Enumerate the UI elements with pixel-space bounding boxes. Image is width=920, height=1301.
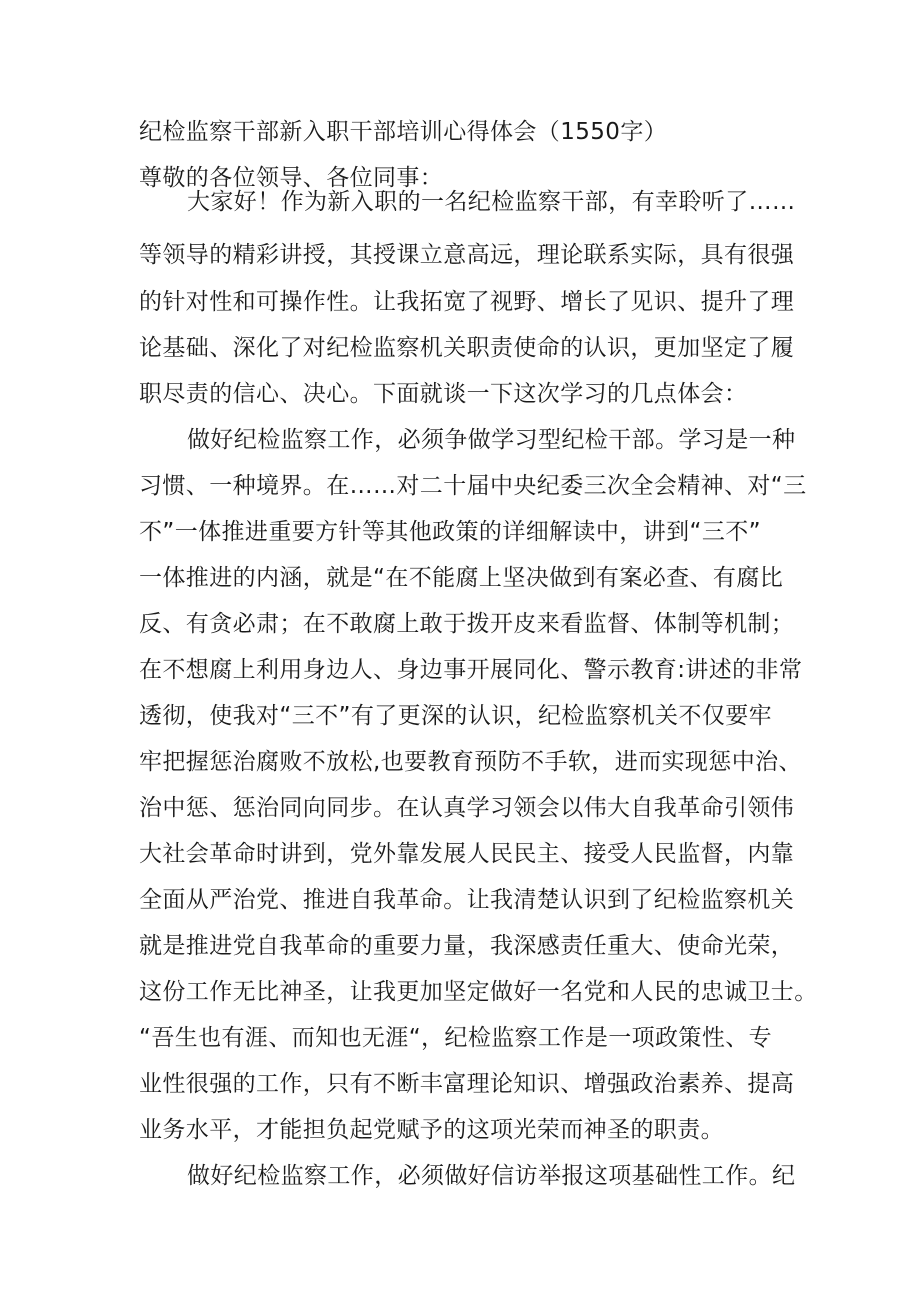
paragraph-line: 业务水平，才能担负起党赋予的这项光荣而神圣的职责。	[139, 1117, 724, 1143]
paragraph-line: 习惯、一种境界。在……对二十届中央纪委三次全会精神、对“三	[139, 473, 807, 499]
paragraph-line: 做好纪检监察工作，必须争做学习型纪检干部。学习是一种	[187, 427, 796, 453]
paragraph-line: 牢把握惩治腐败不放松,也要教育预防不手软，进而实现惩中治、	[139, 749, 802, 775]
paragraph-line: 在不想腐上利用身边人、身边事开展同化、警示教育:讲述的非常	[139, 657, 803, 683]
paragraph-line: 职尽责的信心、决心。下面就谈一下这次学习的几点体会：	[139, 381, 748, 407]
paragraph-line: 论基础、深化了对纪检监察机关职责使命的认识，更加坚定了履	[139, 335, 795, 361]
paragraph-line: 治中惩、惩治同向同步。在认真学习领会以伟大自我革命引领伟	[139, 795, 795, 821]
paragraph-line: 就是推进党自我革命的重要力量，我深感责任重大、使命光荣，	[139, 933, 795, 959]
paragraph-line: “吾生也有涯、而知也无涯“，纪检监察工作是一项政策性、专	[139, 1025, 773, 1051]
salutation: 尊敬的各位领导、各位同事：	[139, 165, 444, 191]
document-title: 纪检监察干部新入职干部培训心得体会（1550字）	[139, 119, 668, 145]
paragraph-line: 等领导的精彩讲授，其授课立意高远，理论联系实际，具有很强	[139, 242, 795, 268]
paragraph-line: 全面从严治党、推进自我革命。让我清楚认识到了纪检监察机关	[139, 887, 795, 913]
paragraph-line: 业性很强的工作，只有不断丰富理论知识、增强政治素养、提高	[139, 1071, 795, 1097]
paragraph-line: 这份工作无比神圣，让我更加坚定做好一名党和人民的忠诚卫士。	[139, 979, 818, 1005]
paragraph-line: 大家好！作为新入职的一名纪检监察干部，有幸聆听了……	[187, 189, 796, 215]
paragraph-line: 大社会革命时讲到，党外靠发展人民民主、接受人民监督，内靠	[139, 841, 795, 867]
paragraph-line: 一体推进的内涵，就是“在不能腐上坚决做到有案必查、有腐比	[139, 565, 784, 591]
paragraph-line: 做好纪检监察工作，必须做好信访举报这项基础性工作。纪	[187, 1163, 796, 1189]
paragraph-line: 反、有贪必肃；在不敢腐上敢于拨开皮来看监督、体制等机制；	[139, 611, 795, 637]
paragraph-line: 透彻，使我对“三不”有了更深的认识，纪检监察机关不仅要牢	[139, 703, 773, 729]
paragraph-line: 的针对性和可操作性。让我拓宽了视野、增长了见识、提升了理	[139, 289, 795, 315]
paragraph-line: 不”一体推进重要方针等其他政策的详细解读中，讲到“三不”	[139, 519, 761, 545]
